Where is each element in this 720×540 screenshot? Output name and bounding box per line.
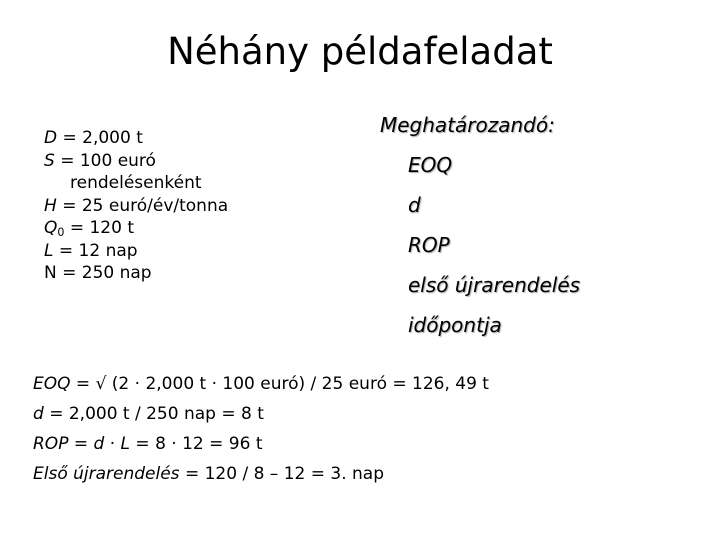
solution-eoq-formula: = √ (2 · 2,000 t · 100 euró) / 25 euró = 126, 49 t — [70, 374, 489, 394]
task-item-rop: ROP — [408, 233, 450, 257]
given-holding-cost-symbol: H — [44, 195, 57, 216]
solution-rop-symbol: ROP — [33, 434, 69, 454]
given-lead-time — [44, 240, 284, 263]
solution-eoq — [33, 369, 489, 399]
given-values-list — [44, 127, 284, 285]
given-initial-stock — [44, 217, 284, 240]
solution-rop — [33, 429, 489, 459]
task-item-daily-demand: d — [408, 193, 421, 217]
given-holding-cost-value: = 25 euró/év/tonna — [56, 195, 229, 216]
solution-rop-eq: = — [68, 434, 94, 454]
tasks-heading: Meghatározandó: — [380, 113, 555, 137]
solution-daily-demand-symbol: d — [33, 404, 44, 424]
given-working-days: N = 250 nap — [44, 263, 152, 283]
given-order-cost — [44, 150, 284, 173]
given-initial-stock-symbol: Q — [44, 218, 58, 238]
solution-rop-formula: = 8 · 12 = 96 t — [130, 434, 263, 454]
solution-rop-l: L — [120, 434, 131, 454]
solution-first-reorder — [33, 459, 489, 489]
task-item-eoq: EOQ — [408, 153, 453, 177]
given-demand-value: = 2,000 t — [57, 128, 143, 148]
task-item-first-reorder-cont: időpontja — [408, 313, 502, 337]
solution-daily-demand-formula: = 2,000 t / 250 nap = 8 t — [43, 404, 264, 424]
solution-block — [33, 369, 489, 489]
given-demand-symbol: D — [44, 128, 58, 148]
given-lead-time-symbol: L — [44, 240, 54, 261]
given-initial-stock-value: = 120 t — [64, 218, 134, 238]
given-order-cost-continuation: rendelésenként — [70, 173, 202, 193]
given-lead-time-value: = 12 nap — [53, 240, 138, 261]
solution-first-reorder-symbol: Első újrarendelés — [33, 464, 180, 484]
given-demand — [44, 127, 284, 150]
given-initial-stock-subscript: 0 — [57, 225, 65, 239]
solution-rop-dot: · — [104, 434, 121, 454]
given-order-cost-symbol: S — [44, 150, 55, 171]
task-item-first-reorder: első újrarendelés — [408, 273, 581, 297]
given-order-cost-value: = 100 euró — [54, 150, 156, 171]
solution-eoq-symbol: EOQ — [33, 374, 71, 394]
solution-first-reorder-formula: = 120 / 8 – 12 = 3. nap — [179, 464, 384, 484]
tasks-list — [380, 105, 580, 345]
given-holding-cost — [44, 195, 284, 218]
solution-rop-d: d — [93, 434, 105, 454]
solution-daily-demand — [33, 399, 489, 429]
slide-title: Néhány példafeladat — [167, 30, 553, 73]
